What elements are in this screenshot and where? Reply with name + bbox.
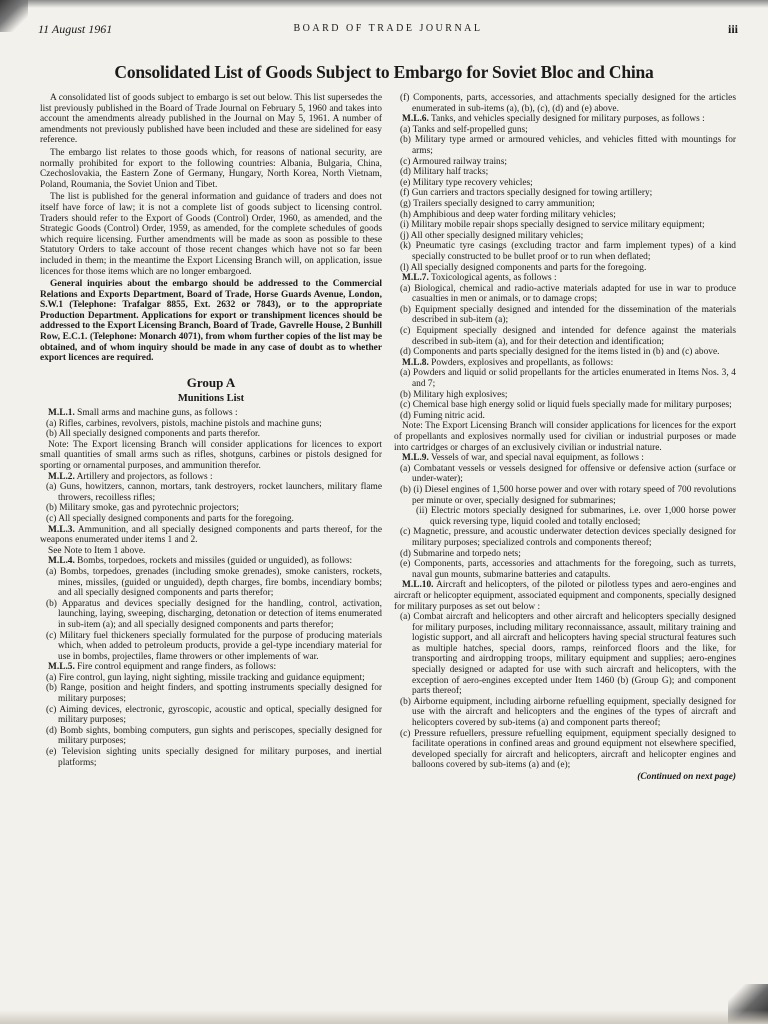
item-code: M.L.7. <box>402 273 429 284</box>
list-subitem: (b) Military smoke, gas and pyrotechnic projectors; <box>46 503 239 514</box>
item-code: M.L.10. <box>402 580 434 591</box>
list-subitem: (b) Military high explosives; <box>400 389 508 400</box>
item-text: Tanks, and vehicles specially designed for military purposes, as follows : <box>431 114 705 125</box>
item-code: M.L.4. <box>48 556 75 567</box>
munitions-heading: Munitions List <box>177 393 245 405</box>
list-subitem: (i) Military mobile repair shops specially designed to service military equipment; <box>400 220 705 231</box>
intro-section <box>40 93 382 364</box>
page-number: iii <box>727 22 738 36</box>
item-code: M.L.9. <box>402 453 429 464</box>
item-text: Aircraft and helicopters, of the piloted or pilotless types and aero-engines and aircraft or helicopter equipment, associated equipment and components, specially designed for military purposes as set out below : <box>394 580 737 612</box>
list-subitem: (a) Bombs, torpedoes, grenades (including smoke grenades), smoke canisters, rockets, mines, missiles, (guided or unguided), depth charges, fire bombs, incendiary bombs; and all specially designed components and parts therefor; <box>46 566 382 599</box>
item-text: Powders, explosives and propellants, as follows: <box>431 357 614 368</box>
item-text: Fire control equipment and range finders, as follows: <box>77 662 277 673</box>
list-subitem: (b) All specially designed components and parts therefor. <box>46 429 261 440</box>
issue-date: 11 August 1961 <box>38 22 113 36</box>
intro-paragraph: The embargo list relates to those goods which, for reasons of national security, are normally prohibited for export to the following countries: Albania, Bulgaria, China, Czechoslovakia, the Eastern Zone of Germany, Hungary, North Korea, North Vietnam, Poland, Roumania, the Soviet Union and Tibet. <box>40 147 382 190</box>
list-subitem: (d) Bomb sights, bombing computers, gun sights and periscopes, specially designed for military purposes; <box>46 725 382 747</box>
item-code: M.L.3. <box>48 524 75 535</box>
list-subitem: (a) Guns, howitzers, cannon, mortars, tank destroyers, rocket launchers, military flame throwers, recoilless rifles; <box>46 482 382 503</box>
list-note: Note: The Export Licensing Branch will consider applications for licences for the export of propellants and explosives normally used for civilian or industrial purposes or made into cartridges or charges of an exclusively civilian or industrial nature. <box>394 421 736 453</box>
list-subitem: (j) All other specially designed military vehicles; <box>400 230 584 241</box>
item-code: M.L.5. <box>48 662 75 673</box>
item-text: Artillery and projectors, as follows : <box>76 471 213 482</box>
list-subitem: (b) Airborne equipment, including airborne refuelling equipment, specially designed for use with the aircraft and helicopters and the engines of the types of aircraft and helicopters covered by sub-items (a) and component parts thereof; <box>400 696 736 729</box>
list-subitem: (ii) Electric motors specially designed for submarines, i.e. over 1,000 horse power quick reversing type, liquid cooled and totally enclosed; <box>416 506 736 527</box>
list-subitem: (d) Fuming nitric acid. <box>400 410 485 421</box>
scan-edge <box>0 0 768 8</box>
list-see-note: See Note to Item 1 above. <box>48 545 146 556</box>
item-code: M.L.6. <box>402 114 429 125</box>
list-subitem: (c) Magnetic, pressure, and acoustic underwater detection devices specially designed for military purposes; specialized controls and components thereof; <box>400 527 736 548</box>
list-subitem: (a) Combat aircraft and helicopters and other aircraft and helicopters specially designed for military purposes, including military reconnaissance, assault, military training and logistic support, and all aircraft and helicopters having special structural features such as multiple hatches, special doors, ramps, reinforced floors and the like, for transporting and airdropping troops, military equipment and supplies; aero-engines specially designed or adapted for use with such aircraft and helicopters, with the exception of aero-engines excepted under Item 1460 (b) (Group G); and component parts thereof; <box>400 612 736 697</box>
list-item <box>40 472 382 483</box>
list-subitem: (c) Equipment specially designed and intended for defence against the materials described in sub-item (a), and for their detection and identification; <box>400 326 736 347</box>
list-subitem: (d) Submarine and torpedo nets; <box>400 548 521 559</box>
list-subitem: (c) All specially designed components and parts for the foregoing. <box>46 513 294 524</box>
item-text: Vessels of war, and special naval equipment, as follows : <box>431 453 644 464</box>
list-subitem: (a) Biological, chemical and radio-active materials adapted for use in war to produce casualties in men or animals, or to damage crops; <box>400 283 736 305</box>
list-subitem: (f) Gun carriers and tractors specially designed for towing artillery; <box>400 188 653 199</box>
item-code: M.L.2. <box>48 471 75 482</box>
list-subitem: (c) Pressure refuellers, pressure refuelling equipment, equipment specially designed to facilitate operations in confined areas and ground equipment not elsewhere specified, developed specially for aircraft and helicopters, aircraft and helicopter engines and balloons covered by sub-items (a) and (e); <box>400 728 736 771</box>
list-item <box>40 662 382 673</box>
list-subitem: (b) Equipment specially designed and intended for the dissemination of the materials described in sub-item (a); <box>400 304 736 326</box>
item-text: Small arms and machine guns, as follows : <box>77 408 238 419</box>
list-subitem: (a) Powders and liquid or solid propellants for the articles enumerated in Items Nos. 3, 4 and 7; <box>400 368 736 390</box>
journal-name: BOARD OF TRADE JOURNAL <box>293 23 483 34</box>
list-subitem: (c) Military fuel thickeners specially formulated for the purpose of producing materials which, when added to petroleum products, provide a gel-type incendiary material for use in bombs, projectiles, flame throwers or other implements of war. <box>46 630 382 662</box>
list-subitem: (b) Range, position and height finders, and spotting instruments specially designed for military purposes; <box>46 683 382 705</box>
list-subitem: (d) Military half tracks; <box>400 167 489 178</box>
list-item <box>394 580 736 612</box>
list-subitem: (b) Apparatus and devices specially designed for the handling, control, activation, launching, laying, sweeping, discharging, detonation or detection of items enumerated in sub-item (a); and all specially designed components and parts therefor; <box>46 598 382 630</box>
list-subitem: (b) Military type armed or armoured vehicles, and vehicles fitted with mountings for arms; <box>400 135 736 156</box>
scan-edge <box>0 1010 768 1024</box>
left-column <box>40 93 382 768</box>
item-text: Bombs, torpedoes, rockets and missiles (guided or unguided), as follows: <box>77 556 353 567</box>
list-item <box>394 114 736 125</box>
scan-corner-shadow <box>0 0 28 32</box>
list-subitem: (d) Components and parts specially designed for the items listed in (b) and (c) above. <box>400 347 720 358</box>
list-item <box>394 273 736 284</box>
continued-note: (Continued on next page) <box>637 772 736 782</box>
list-subitem: (e) Television sighting units specially designed for military purposes, and inertial platforms; <box>46 747 382 768</box>
list-note: Note: The Export licensing Branch will consider applications for licences to export small quantities of small arms such as rifles, shotguns, carbines or pistols designed for sporting or ornamental purposes, and ammunition therefor. <box>40 439 382 471</box>
list-subitem: (c) Chemical base high energy solid or liquid fuels specially made for military purposes; <box>400 400 732 411</box>
item-code: M.L.8. <box>402 357 429 368</box>
list-subitem: (b) (i) Diesel engines of 1,500 horse power and over with rotary speed of 700 revolutions per minute or over, specially designed for submarines; <box>400 484 736 506</box>
list-subitem: (k) Pneumatic tyre casings (excluding tractor and farm implement types) of a kind specially constructed to be bullet proof or to run when deflated; <box>400 241 736 262</box>
list-item <box>394 358 736 369</box>
list-item <box>394 453 736 464</box>
list-subitem: (c) Armoured railway trains; <box>400 156 507 167</box>
list-item <box>40 408 382 419</box>
inquiries-paragraph: General inquiries about the embargo should be addressed to the Commercial Relations and Exports Department, Board of Trade, Horse Guards Avenue, London, S.W.1 (Telephone: Trafalgar 8855, Ext. 2632 or 7843), or to the appropriate Production Department. Applications for export or transhipment licences should be addressed to the Export Licensing Branch, Board of Trade, Gavrelle House, 2 Bunhill Row, E.C.1. (Telephone: Monarch 4071), from whom further copies of the list may be obtained, and of whom inquiry should be made in any case of doubt as to whether export licences are required. <box>40 279 382 364</box>
article-title: Consolidated List of Goods Subject to Embargo for Soviet Bloc and China <box>114 62 654 82</box>
munitions-list-part-1 <box>40 408 382 768</box>
list-subitem: (a) Combatant vessels or vessels designed for offensive or defensive action (surface or under-water); <box>400 463 736 485</box>
right-column <box>394 93 736 783</box>
list-subitem: (f) Components, parts, accessories, and attachments specially designed for the articles enumerated in sub-items (a), (b), (c), (d) and (e) above. <box>400 93 736 114</box>
list-subitem: (e) Military type recovery vehicles; <box>400 177 533 188</box>
list-subitem: (c) Aiming devices, electronic, gyroscopic, acoustic and optical, specially designed for military purposes; <box>46 704 382 726</box>
list-subitem: (e) Components, parts, accessories and attachments for the foregoing, such as turrets, naval gun mounts, submarine batteries and catapults. <box>400 559 736 580</box>
list-subitem: (l) All specially designed components and parts for the foregoing. <box>400 262 647 273</box>
intro-paragraph: A consolidated list of goods subject to embargo is set out below. This list supersedes the list previously published in the Board of Trade Journal on February 5, 1960 and takes into account the amendments already published in the Journal on May 5, 1961. A number of amendments not previously published have been included and these are sidelined for easy reference. <box>40 93 382 146</box>
list-subitem: (a) Fire control, gun laying, night sighting, missile tracking and guidance equipment; <box>46 672 365 683</box>
list-subitem: (a) Rifles, carbines, revolvers, pistols, machine pistols and machine guns; <box>46 418 322 429</box>
item-text: Ammunition, and all specially designed components and parts thereof, for the weapons enumerated under items 1 and 2. <box>40 524 382 546</box>
item-text: Toxicological agents, as follows : <box>431 273 557 284</box>
item-code: M.L.1. <box>48 408 75 419</box>
list-subitem: (g) Trailers specially designed to carry ammunition; <box>400 198 595 209</box>
list-subitem: (h) Amphibious and deep water fording military vehicles; <box>400 209 616 220</box>
list-item <box>40 525 382 546</box>
munitions-list-part-2 <box>394 93 736 771</box>
group-heading: Group A <box>186 374 236 390</box>
running-head <box>38 22 738 38</box>
list-item <box>40 556 382 567</box>
intro-paragraph: The list is published for the general information and guidance of traders and does not itself have force of law; it is not a complete list of goods subject to licensing control. Traders should refer to the Export of Goods (Control) Order, 1960, as amended, and the Strategic Goods (Control) Order, 1959, as amended, for the complete schedules of goods which require licensing. Further amendments will be made as soon as possible to these Statutory Orders to take account of those recent changes which have not so far been included in them; in the meantime the Export Licensing Branch will, on application, issue licences for those items which are no longer embargoed. <box>40 192 382 277</box>
list-subitem: (a) Tanks and self-propelled guns; <box>400 124 528 135</box>
